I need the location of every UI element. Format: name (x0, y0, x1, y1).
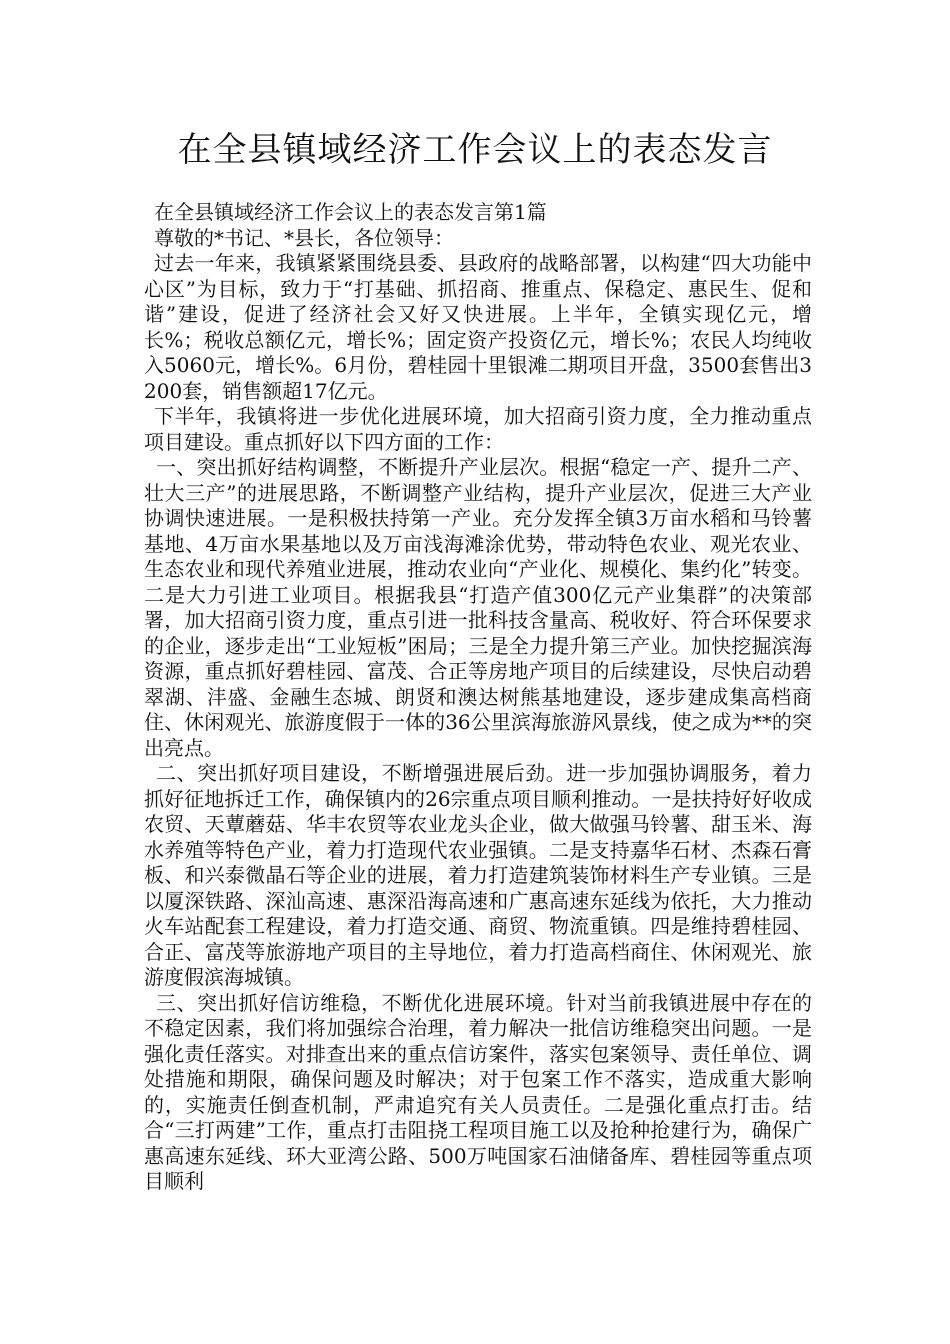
paragraph-point-one: 一、突出抓好结构调整，不断提升产业层次。根据“稳定一产、提升二产、壮大三产”的进展思路，不断调整产业结构，提升产业层次，促进三大产业协调快速进展。一是积极扶持第一产业。充分发挥全镇3万亩水稻和马铃薯基地、4万亩水果基地以及万亩浅海滩涂优势，带动特色农业、观光农业、生态农业和现代养殖业进展，推动农业向“产业化、规模化、集约化”转变。二是大力引进工业项目。根据我县“打造产值300亿元产业集群”的决策部署，加大招商引资力度，重点引进一批科技含量高、税收好、符合环保要求的企业，逐步走出“工业短板”困局；三是全力提升第三产业。加快挖掘滨海资源，重点抓好碧桂园、富茂、合正等房地产项目的后续建设，尽快启动碧翠湖、沣盛、金融生态城、朗贤和澳达树熊基地建设，逐步建成集高档商住、休闲观光、旅游度假于一体的36公里滨海旅游风景线，使之成为**的突出亮点。 (144, 455, 812, 760)
paragraph-point-three: 三、突出抓好信访维稳，不断优化进展环境。针对当前我镇进展中存在的不稳定因素，我们将加强综合治理，着力解决一批信访维稳突出问题。一是强化责任落实。对排查出来的重点信访案件，落实包案领导、责任单位、调处措施和期限，确保问题及时解决；对于包案工作不落实，造成重大影响的，实施责任倒查机制，严肃追究有关人员责任。二是强化重点打击。结合“三打两建”工作，重点打击阻挠工程项目施工以及抢种抢建行为，确保广惠高速东延线、环大亚湾公路、500万吨国家石油储备库、碧桂园等重点项目顺利 (144, 990, 812, 1193)
document-title: 在全县镇域经济工作会议上的表态发言 (177, 130, 773, 170)
document-body (144, 200, 812, 1195)
paragraph-plan-intro: 下半年，我镇将进一步优化进展环境，加大招商引资力度，全力推动重点项目建设。重点抓好以下四方面的工作： (144, 404, 812, 454)
paragraph-review: 过去一年来，我镇紧紧围绕县委、县政府的战略部署，以构建“四大功能中心区”为目标，致力于“打基础、抓招商、推重点、保稳定、惠民生、促和谐”建设，促进了经济社会又好又快进展。上半年，全镇实现亿元，增长%；税收总额亿元，增长%；固定资产投资亿元，增长%；农民人均纯收入5060元，增长%。6月份，碧桂园十里银滩二期项目开盘，3500套售出3200套，销售额超17亿元。 (144, 251, 812, 403)
section-subtitle: 在全县镇域经济工作会议上的表态发言第1篇 (154, 200, 547, 224)
salutation: 尊敬的*书记、*县长，各位领导： (154, 225, 454, 250)
paragraph-point-two: 二、突出抓好项目建设，不断增强进展后劲。进一步加强协调服务，着力抓好征地拆迁工作，确保镇内的26宗重点项目顺利推动。一是扶持好好收成农贸、天蕈蘑菇、华丰农贸等农业龙头企业，做大做强马铃薯、甜玉米、海水养殖等特色产业，着力打造现代农业强镇。二是支持嘉华石材、杰森石膏板、和兴泰微晶石等企业的进展，着力打造建筑装饰材料生产专业镇。三是以厦深铁路、深汕高速、惠深沿海高速和广惠高速东延线为依托，大力推动火车站配套工程建设，着力打造交通、商贸、物流重镇。四是维持碧桂园、合正、富茂等旅游地产项目的主导地位，着力打造高档商住、休闲观光、旅游度假滨海城镇。 (144, 761, 812, 989)
